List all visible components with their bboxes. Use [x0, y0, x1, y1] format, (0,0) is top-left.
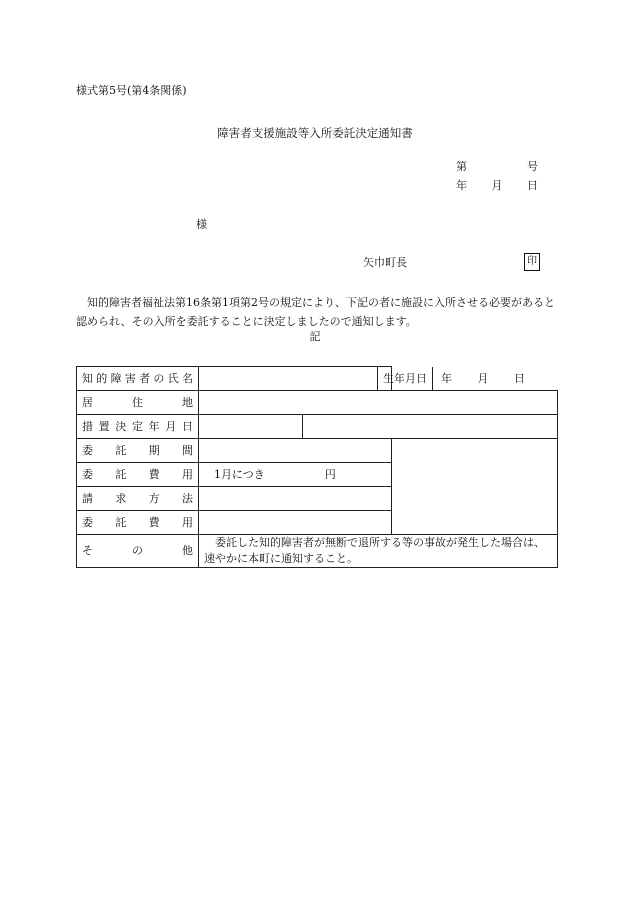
- doc-number-suffix: 号: [527, 160, 538, 173]
- label-char: 月: [405, 371, 416, 385]
- doc-number-prefix: 第: [456, 160, 467, 173]
- other-label-cell: [77, 535, 199, 568]
- body-paragraph: 知的障害者福祉法第16条第1項第2号の規定により、下記の者に施設に入所させる必要があると認められ、その入所を委託することに決定しましたので通知します。: [76, 296, 555, 328]
- document-number: [456, 160, 538, 174]
- fee-value-cell[interactable]: [199, 463, 392, 487]
- table-row-period: [77, 439, 558, 463]
- label-char: 期: [148, 443, 160, 457]
- ki-heading: 記: [309, 330, 321, 343]
- label-char: 地: [182, 395, 193, 409]
- birth-day: 日: [514, 371, 525, 385]
- table-row-decision-date: [77, 415, 558, 439]
- label-char: 方: [148, 491, 160, 505]
- label-char: 託: [115, 443, 127, 457]
- label-char: の: [132, 544, 143, 557]
- label-char: 委: [82, 467, 93, 481]
- label-char: 障: [110, 371, 122, 385]
- fee-prefix: 1月につき: [214, 467, 265, 481]
- addressee-suffix: 様: [196, 218, 207, 231]
- label-char: 費: [148, 467, 160, 481]
- label-char: 委: [82, 515, 93, 529]
- doc-date-month: 月: [491, 179, 503, 192]
- label-char: 年: [394, 371, 405, 385]
- label-char: 日: [181, 419, 193, 433]
- fee2-label-cell: [77, 511, 199, 535]
- label-char: 決: [115, 419, 127, 433]
- birth-year: 年: [441, 371, 452, 385]
- label-char: 定: [131, 419, 143, 433]
- birth-cell: [378, 367, 525, 391]
- name-label-cell: [77, 367, 199, 391]
- document-date: [456, 179, 538, 193]
- birth-month: 月: [477, 371, 489, 385]
- label-char: 知: [82, 371, 93, 385]
- doc-date-day: 日: [527, 179, 538, 192]
- address-value-cell[interactable]: [199, 391, 558, 415]
- label-char: 託: [115, 515, 127, 529]
- label-char: 法: [181, 491, 193, 505]
- form-number-label: 様式第5号(第4条関係): [76, 84, 187, 97]
- fee-unit: 円: [324, 467, 336, 481]
- label-char: 用: [181, 515, 193, 529]
- other-text-cell: 委託した知的障害者が無断で退所する等の事故が発生した場合は、速やかに本町に通知すること。: [199, 535, 558, 568]
- label-char: 名: [181, 371, 193, 385]
- document-title: 障害者支援施設等入所委託決定通知書: [217, 126, 413, 140]
- label-char: 居: [82, 395, 93, 409]
- address-label-cell: [77, 391, 199, 415]
- label-char: そ: [82, 544, 93, 557]
- decision-extra-cell[interactable]: [303, 415, 558, 439]
- label-char: 日: [416, 371, 427, 385]
- label-char: 年: [148, 419, 160, 433]
- label-char: 置: [98, 419, 110, 433]
- name-value-cell[interactable]: [199, 367, 378, 391]
- label-char: 間: [181, 443, 193, 457]
- doc-date-year: 年: [456, 179, 467, 192]
- seal-mark: 印: [524, 253, 540, 271]
- birth-label-cell: [378, 367, 433, 390]
- label-char: 氏: [167, 371, 179, 385]
- fee-label-cell: [77, 463, 199, 487]
- table-row-name: [77, 367, 558, 391]
- label-char: 生: [383, 371, 394, 385]
- decision-value-cell[interactable]: [199, 415, 303, 439]
- birth-value-cell[interactable]: [433, 367, 533, 390]
- table-row-address: [77, 391, 558, 415]
- label-char: 他: [182, 544, 193, 557]
- fee2-value-cell[interactable]: [199, 511, 392, 535]
- label-char: 用: [181, 467, 193, 481]
- table-row-other: [77, 535, 558, 568]
- label-char: の: [153, 371, 165, 385]
- label-char: 委: [82, 443, 93, 457]
- details-table: [76, 366, 558, 568]
- billing-label-cell: [77, 487, 199, 511]
- decision-label-cell: [77, 415, 199, 439]
- label-char: 託: [115, 467, 127, 481]
- billing-value-cell[interactable]: [199, 487, 392, 511]
- blank-side-cell: [392, 439, 558, 535]
- label-char: 者: [139, 371, 151, 385]
- label-char: 害: [124, 371, 136, 385]
- issuer-name: 矢巾町長: [363, 256, 407, 269]
- label-char: 月: [165, 419, 177, 433]
- label-char: 措: [82, 419, 93, 433]
- label-char: 請: [82, 491, 93, 505]
- label-char: 的: [96, 371, 108, 385]
- label-char: 費: [148, 515, 160, 529]
- period-value-cell[interactable]: [199, 439, 392, 463]
- label-char: 住: [132, 395, 143, 409]
- period-label-cell: [77, 439, 199, 463]
- label-char: 求: [115, 491, 127, 505]
